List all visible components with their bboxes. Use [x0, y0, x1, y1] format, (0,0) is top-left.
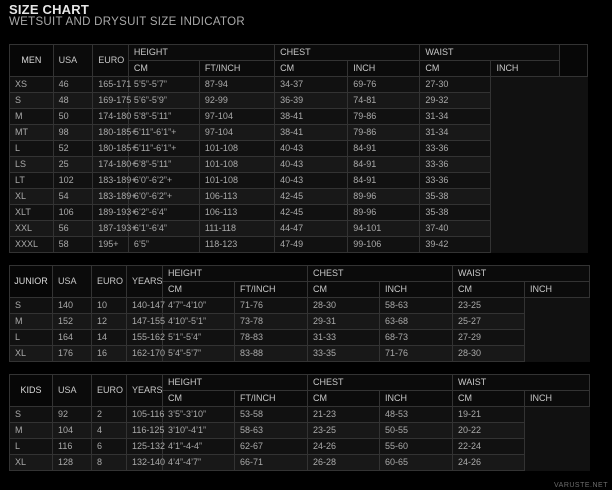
table-cell: 48 — [53, 93, 93, 109]
table-cell: 19-21 — [453, 407, 525, 423]
table-cell: 140 — [53, 298, 92, 314]
table-cell: 38-41 — [275, 125, 348, 141]
table-cell: 73-78 — [235, 314, 308, 330]
table-cell: 74-81 — [348, 93, 420, 109]
table-cell: 6’2”-6’4” — [128, 205, 199, 221]
table-cell: 5’1”-5’4” — [163, 330, 235, 346]
table-cell: 25-27 — [453, 314, 525, 330]
group-header-chest: CHEST — [308, 375, 453, 391]
table-cell: 39-42 — [420, 237, 491, 253]
subcol-header: INCH — [491, 61, 559, 77]
table-row — [10, 439, 590, 455]
table-cell: 33-35 — [308, 346, 380, 362]
table-cell: 89-96 — [348, 189, 420, 205]
table-cell: 16 — [92, 346, 127, 362]
table-cell: XXXL — [10, 237, 54, 253]
table-cell: 111-118 — [199, 221, 274, 237]
table-cell: 165-171 — [93, 77, 129, 93]
subcol-header: CM — [420, 61, 491, 77]
table-cell: 2 — [92, 407, 127, 423]
group-header-waist: WAIST — [453, 266, 590, 282]
table-cell: 40-43 — [275, 157, 348, 173]
junior-size-table — [9, 265, 590, 362]
table-row — [10, 109, 588, 125]
table-cell: 36-39 — [275, 93, 348, 109]
table-cell: 24-26 — [453, 455, 525, 471]
table-cell: 5’6”-5’9” — [128, 93, 199, 109]
table-cell: 183-189+ — [93, 189, 129, 205]
col-header-usa: USA — [53, 375, 92, 407]
table-cell: 84-91 — [348, 141, 420, 157]
section-label-men: MEN — [10, 45, 54, 77]
table-cell: 164 — [53, 330, 92, 346]
table-cell: 69-76 — [348, 77, 420, 93]
table-cell: 24-26 — [308, 439, 380, 455]
table-cell: 38-41 — [275, 109, 348, 125]
table-cell: 79-86 — [348, 109, 420, 125]
col-header-usa: USA — [53, 266, 92, 298]
table-cell: 62-67 — [235, 439, 308, 455]
table-cell: XXL — [10, 221, 54, 237]
kids-size-table — [9, 374, 590, 471]
table-cell: 4’7”-4’10” — [163, 298, 235, 314]
table-cell: 5’11”-6’1”+ — [128, 141, 199, 157]
table-cell: 42-45 — [275, 189, 348, 205]
table-cell: 34-37 — [275, 77, 348, 93]
table-cell: S — [10, 298, 53, 314]
table-cell: MT — [10, 125, 54, 141]
table-cell: 46 — [53, 77, 93, 93]
table-row — [10, 314, 590, 330]
subcol-header: CM — [308, 391, 380, 407]
col-header-euro: EURO — [92, 266, 127, 298]
men-size-table — [9, 44, 588, 253]
table-cell: 180-185+ — [93, 125, 129, 141]
table-cell: 68-73 — [380, 330, 453, 346]
group-header-height: HEIGHT — [163, 375, 308, 391]
table-cell: 31-34 — [420, 109, 491, 125]
table-cell: 28-30 — [308, 298, 380, 314]
group-header-waist: WAIST — [420, 45, 559, 61]
table-cell: 25 — [53, 157, 93, 173]
table-cell: 54 — [53, 189, 93, 205]
table-cell: 101-108 — [199, 173, 274, 189]
table-cell: 27-29 — [453, 330, 525, 346]
table-cell: XLT — [10, 205, 54, 221]
table-cell: 33-36 — [420, 141, 491, 157]
table-cell: 12 — [92, 314, 127, 330]
subcol-header: CM — [275, 61, 348, 77]
table-row — [10, 141, 588, 157]
table-cell: 102 — [53, 173, 93, 189]
table-cell: 33-36 — [420, 157, 491, 173]
table-cell: 50 — [53, 109, 93, 125]
table-cell: 42-45 — [275, 205, 348, 221]
table-cell: 97-104 — [199, 125, 274, 141]
table-cell: 116-125 — [127, 423, 163, 439]
table-cell: 31-33 — [308, 330, 380, 346]
table-cell: 35-38 — [420, 189, 491, 205]
table-cell: 5’8”-5’11” — [128, 109, 199, 125]
table-cell: 169-175 — [93, 93, 129, 109]
table-cell: M — [10, 423, 53, 439]
table-cell: 89-96 — [348, 205, 420, 221]
table-cell: 183-189+ — [93, 173, 129, 189]
table-cell: 176 — [53, 346, 92, 362]
table-cell: 84-91 — [348, 157, 420, 173]
table-cell: 87-94 — [199, 77, 274, 93]
watermark: VARUSTE.NET — [554, 482, 608, 489]
table-cell: 47-49 — [275, 237, 348, 253]
table-cell: 187-193+ — [93, 221, 129, 237]
table-cell: XL — [10, 455, 53, 471]
table-cell: 101-108 — [199, 157, 274, 173]
table-cell: 162-170 — [127, 346, 163, 362]
table-cell: 155-162 — [127, 330, 163, 346]
table-cell: 31-34 — [420, 125, 491, 141]
table-cell: 58-63 — [380, 298, 453, 314]
table-row — [10, 407, 590, 423]
table-cell: S — [10, 407, 53, 423]
section-label-junior: JUNIOR — [10, 266, 53, 298]
table-cell: XS — [10, 77, 54, 93]
table-cell: 6’0”-6’2”+ — [128, 173, 199, 189]
table-row — [10, 77, 588, 93]
table-cell: 35-38 — [420, 205, 491, 221]
table-cell: 83-88 — [235, 346, 308, 362]
table-cell: 48-53 — [380, 407, 453, 423]
table-cell: 195+ — [93, 237, 129, 253]
table-row — [10, 298, 590, 314]
table-cell: 106-113 — [199, 189, 274, 205]
table-cell: 4’4”-4’7” — [163, 455, 235, 471]
subcol-header: CM — [128, 61, 199, 77]
group-header-height: HEIGHT — [163, 266, 308, 282]
table-cell: 21-23 — [308, 407, 380, 423]
table-cell: 4’10”-5’1” — [163, 314, 235, 330]
table-cell: 58 — [53, 237, 93, 253]
table-cell: 14 — [92, 330, 127, 346]
table-cell: 106-113 — [199, 205, 274, 221]
table-cell: 92 — [53, 407, 92, 423]
table-cell: 56 — [53, 221, 93, 237]
table-row — [10, 173, 588, 189]
table-cell: 79-86 — [348, 125, 420, 141]
table-cell: L — [10, 439, 53, 455]
table-cell: 140-147 — [127, 298, 163, 314]
table-right-margin — [559, 45, 588, 77]
subcol-header: CM — [163, 282, 235, 298]
table-cell: 40-43 — [275, 141, 348, 157]
table-cell: 23-25 — [308, 423, 380, 439]
subcol-header: CM — [308, 282, 380, 298]
subcol-header: INCH — [525, 391, 590, 407]
table-cell: 53-58 — [235, 407, 308, 423]
table-cell: 5’5”-5’7” — [128, 77, 199, 93]
table-cell: 6’0”-6’2”+ — [128, 189, 199, 205]
table-cell: 44-47 — [275, 221, 348, 237]
table-row — [10, 455, 590, 471]
table-cell: 174-180 — [93, 109, 129, 125]
table-cell: 174-180+ — [93, 157, 129, 173]
table-cell: M — [10, 314, 53, 330]
page-title: SIZE CHART — [9, 2, 89, 17]
table-cell: 5’4”-5’7” — [163, 346, 235, 362]
table-cell: 84-91 — [348, 173, 420, 189]
subcol-header: CM — [163, 391, 235, 407]
table-cell: 22-24 — [453, 439, 525, 455]
table-cell: 58-63 — [235, 423, 308, 439]
table-cell: 118-123 — [199, 237, 274, 253]
table-row — [10, 221, 588, 237]
table-cell: 78-83 — [235, 330, 308, 346]
table-cell: 27-30 — [420, 77, 491, 93]
group-header-chest: CHEST — [308, 266, 453, 282]
table-cell: 132-140 — [127, 455, 163, 471]
table-cell: 26-28 — [308, 455, 380, 471]
table-row — [10, 346, 590, 362]
table-cell: LT — [10, 173, 54, 189]
section-label-kids: KIDS — [10, 375, 53, 407]
table-row — [10, 237, 588, 253]
table-cell: 29-31 — [308, 314, 380, 330]
table-cell: 4’1”-4-4” — [163, 439, 235, 455]
table-cell: 63-68 — [380, 314, 453, 330]
table-row — [10, 189, 588, 205]
table-cell: 5’8”-5’11” — [128, 157, 199, 173]
table-cell: 3’10”-4’1” — [163, 423, 235, 439]
table-cell: XL — [10, 346, 53, 362]
table-cell: 189-193+ — [93, 205, 129, 221]
table-cell: 6’5” — [128, 237, 199, 253]
table-cell: 60-65 — [380, 455, 453, 471]
table-cell: 97-104 — [199, 109, 274, 125]
col-header-euro: EURO — [93, 45, 129, 77]
table-cell: 106 — [53, 205, 93, 221]
subcol-header: INCH — [525, 282, 590, 298]
table-cell: 66-71 — [235, 455, 308, 471]
table-row — [10, 125, 588, 141]
subcol-header: FT/INCH — [235, 391, 308, 407]
subcol-header: INCH — [348, 61, 420, 77]
table-cell: 98 — [53, 125, 93, 141]
table-cell: 101-108 — [199, 141, 274, 157]
table-cell: 29-32 — [420, 93, 491, 109]
table-cell: 128 — [53, 455, 92, 471]
table-cell: 71-76 — [380, 346, 453, 362]
table-cell: 28-30 — [453, 346, 525, 362]
table-cell: 37-40 — [420, 221, 491, 237]
col-header-years: YEARS — [127, 375, 163, 407]
table-row — [10, 330, 590, 346]
subcol-header: INCH — [380, 391, 453, 407]
subcol-header: FT/INCH — [235, 282, 308, 298]
table-cell: 23-25 — [453, 298, 525, 314]
table-cell: 180-185+ — [93, 141, 129, 157]
table-cell: 147-155 — [127, 314, 163, 330]
table-cell: 55-60 — [380, 439, 453, 455]
page-subtitle: WETSUIT AND DRYSUIT SIZE INDICATOR — [9, 16, 245, 28]
table-cell: 94-101 — [348, 221, 420, 237]
table-cell: 10 — [92, 298, 127, 314]
table-cell: 5’11”-6’1”+ — [128, 125, 199, 141]
subcol-header: INCH — [380, 282, 453, 298]
table-cell: 20-22 — [453, 423, 525, 439]
table-cell: 52 — [53, 141, 93, 157]
table-cell: 8 — [92, 455, 127, 471]
table-cell: 125-132 — [127, 439, 163, 455]
table-cell: 71-76 — [235, 298, 308, 314]
table-row — [10, 423, 590, 439]
table-cell: 6 — [92, 439, 127, 455]
table-cell: 99-106 — [348, 237, 420, 253]
col-header-usa: USA — [53, 45, 93, 77]
group-header-height: HEIGHT — [128, 45, 274, 61]
table-row — [10, 157, 588, 173]
table-cell: 116 — [53, 439, 92, 455]
table-cell: 6’1”-6’4” — [128, 221, 199, 237]
table-row — [10, 93, 588, 109]
table-cell: S — [10, 93, 54, 109]
table-cell: 3’5”-3’10” — [163, 407, 235, 423]
table-cell: M — [10, 109, 54, 125]
table-cell: 40-43 — [275, 173, 348, 189]
subcol-header: CM — [453, 391, 525, 407]
table-cell: LS — [10, 157, 54, 173]
table-cell: 50-55 — [380, 423, 453, 439]
table-cell: 4 — [92, 423, 127, 439]
subcol-header: FT/INCH — [199, 61, 274, 77]
table-cell: XL — [10, 189, 54, 205]
table-cell: 104 — [53, 423, 92, 439]
table-row — [10, 205, 588, 221]
group-header-waist: WAIST — [453, 375, 590, 391]
group-header-chest: CHEST — [275, 45, 420, 61]
table-cell: 33-36 — [420, 173, 491, 189]
table-cell: 105-116 — [127, 407, 163, 423]
col-header-years: YEARS — [127, 266, 163, 298]
table-cell: 92-99 — [199, 93, 274, 109]
col-header-euro: EURO — [92, 375, 127, 407]
table-cell: 152 — [53, 314, 92, 330]
table-cell: L — [10, 330, 53, 346]
subcol-header: CM — [453, 282, 525, 298]
table-cell: L — [10, 141, 54, 157]
